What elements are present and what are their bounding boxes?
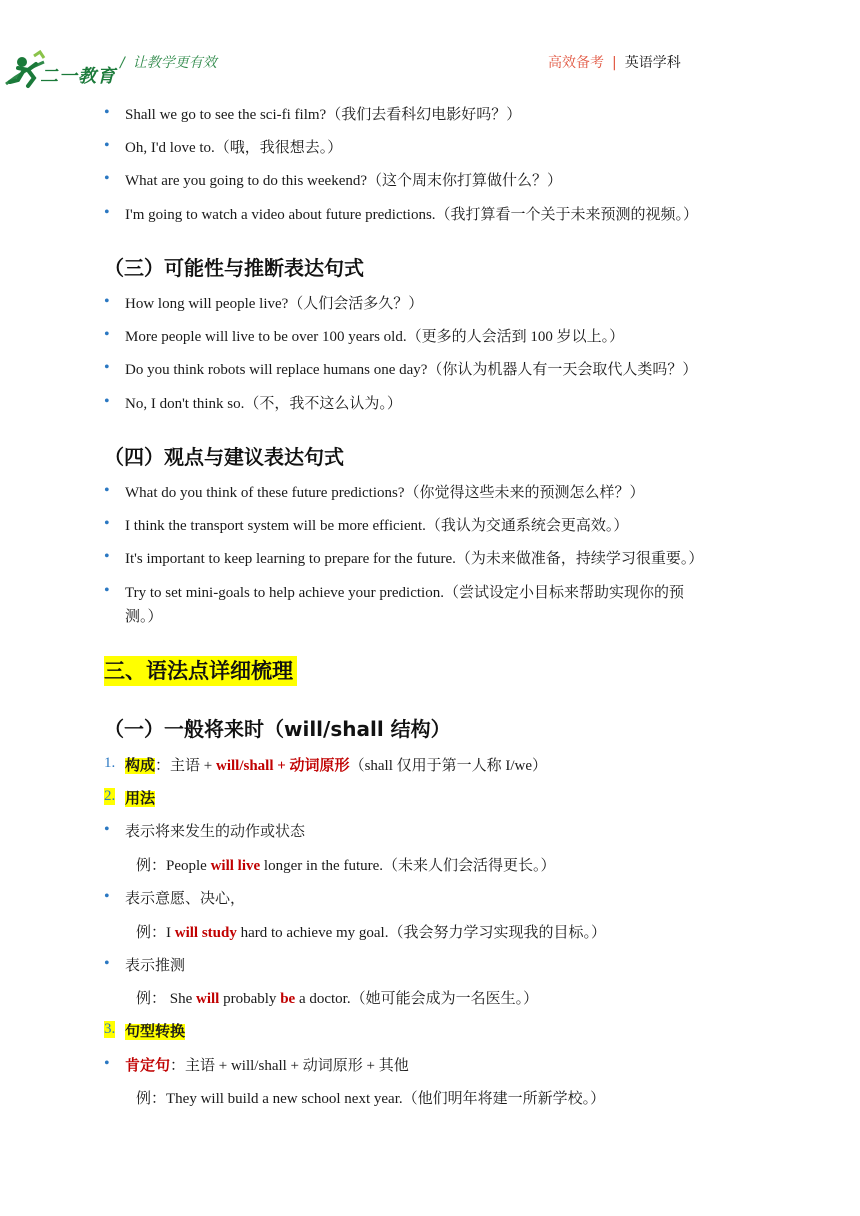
example-text: 例：I	[136, 925, 175, 941]
list-item: No, I don't think so.（不，我不这么认为。）	[125, 396, 402, 412]
example-highlight: be	[280, 991, 296, 1007]
list-item: Do you think robots will replace humans one day?（你认为机器人有一天会取代人类吗？）	[125, 362, 698, 378]
bullet-icon: •	[104, 482, 110, 499]
example-highlight: will	[196, 991, 220, 1007]
list-number: 2.	[104, 788, 116, 804]
usage-heading	[125, 788, 155, 810]
bullet-icon: •	[104, 1055, 110, 1072]
usage-label: 用法	[125, 791, 156, 807]
header-prep-label: 高效备考	[548, 55, 604, 71]
bullet-icon: •	[104, 515, 110, 532]
slogan-text: 让教学更有效	[132, 55, 217, 71]
example-text: longer in the future.（未来人们会活得更长。）	[260, 858, 556, 874]
example-text: probably	[219, 991, 281, 1007]
affirmative-rule	[125, 1055, 409, 1077]
bullet-icon: •	[104, 888, 110, 905]
slogan-slash: /	[120, 55, 125, 71]
example-highlight: will live	[210, 858, 261, 874]
list-number: 3.	[104, 1021, 116, 1037]
example-text: 例： She	[136, 991, 197, 1007]
usage-item: 表示将来发生的动作或状态	[125, 824, 306, 840]
list-item: I think the transport system will be more efficient.（我认为交通系统会更高效。）	[125, 518, 629, 534]
bullet-icon: •	[104, 359, 110, 376]
list-item: It's important to keep learning to prepare for the future.（为未来做准备，持续学习很重要。）	[125, 551, 704, 567]
usage-item: 表示意愿、决心，	[125, 891, 246, 907]
list-item: Shall we go to see the sci-fi film?（我们去看科幻电影好吗？）	[125, 107, 522, 123]
list-item: I'm going to watch a video about future predictions.（我打算看一个关于未来预测的视频。）	[125, 207, 699, 223]
section-heading-grammar: 三、语法点详细梳理	[104, 656, 297, 686]
header-subject: 英语学科	[624, 55, 681, 71]
bullet-icon: •	[104, 326, 110, 343]
list-number: 1.	[104, 755, 116, 771]
list-item: More people will live to be over 100 years old.（更多的人会活到 100 岁以上。）	[125, 329, 625, 345]
example-line: 例：They will build a new school next year.（他们明年将建一所新学校。）	[136, 1091, 606, 1107]
example-line	[136, 988, 538, 1010]
example-text: hard to achieve my goal.（我会努力学习实现我的目标。）	[236, 925, 606, 941]
bullet-icon: •	[104, 955, 110, 972]
list-item-continuation: 测。）	[125, 609, 163, 625]
list-item: What do you think of these future predictions?（你觉得这些未来的预测怎么样？）	[125, 485, 645, 501]
example-line	[136, 922, 606, 944]
bullet-icon: •	[104, 821, 110, 838]
example-highlight: will study	[174, 925, 237, 941]
example-text: a doctor.（她可能会成为一名医生。）	[295, 991, 539, 1007]
list-item: How long will people live?（人们会活多久？）	[125, 296, 424, 312]
logo-text: 二一教育	[40, 66, 116, 87]
example-text: 例：People	[136, 858, 211, 874]
bullet-icon: •	[104, 170, 110, 187]
structure-line	[125, 755, 547, 777]
structure-formula: will/shall + 动词原形	[215, 758, 350, 774]
structure-label: 构成	[125, 758, 156, 774]
subsection-heading-future-tense: （一）一般将来时（will/shall 结构）	[104, 717, 451, 741]
list-item: Oh, I'd love to.（哦，我很想去。）	[125, 140, 343, 156]
transform-label: 句型转换	[125, 1024, 186, 1040]
bullet-icon: •	[104, 204, 110, 221]
affirmative-label: 肯定句	[125, 1058, 171, 1074]
usage-item: 表示推测	[125, 958, 186, 974]
structure-note: （shall 仅用于第一人称 I/we）	[349, 758, 548, 774]
transform-heading	[125, 1021, 185, 1043]
bullet-icon: •	[104, 137, 110, 154]
bullet-icon: •	[104, 582, 110, 599]
section-heading-possibility: （三）可能性与推断表达句式	[104, 256, 364, 280]
bullet-icon: •	[104, 548, 110, 565]
list-item: Try to set mini-goals to help achieve your prediction.（尝试设定小目标来帮助实现你的预	[125, 585, 684, 601]
affirmative-text: ：主语 + will/shall + 动词原形 + 其他	[170, 1058, 409, 1074]
bullet-icon: •	[104, 293, 110, 310]
structure-colon: ：主语 +	[155, 758, 216, 774]
header-separator: |	[612, 55, 617, 71]
example-line	[136, 855, 556, 877]
section-heading-opinion: （四）观点与建议表达句式	[104, 445, 344, 469]
bullet-icon: •	[104, 393, 110, 410]
bullet-icon: •	[104, 104, 110, 121]
list-item: What are you going to do this weekend?（这个周末你打算做什么？）	[125, 173, 563, 189]
